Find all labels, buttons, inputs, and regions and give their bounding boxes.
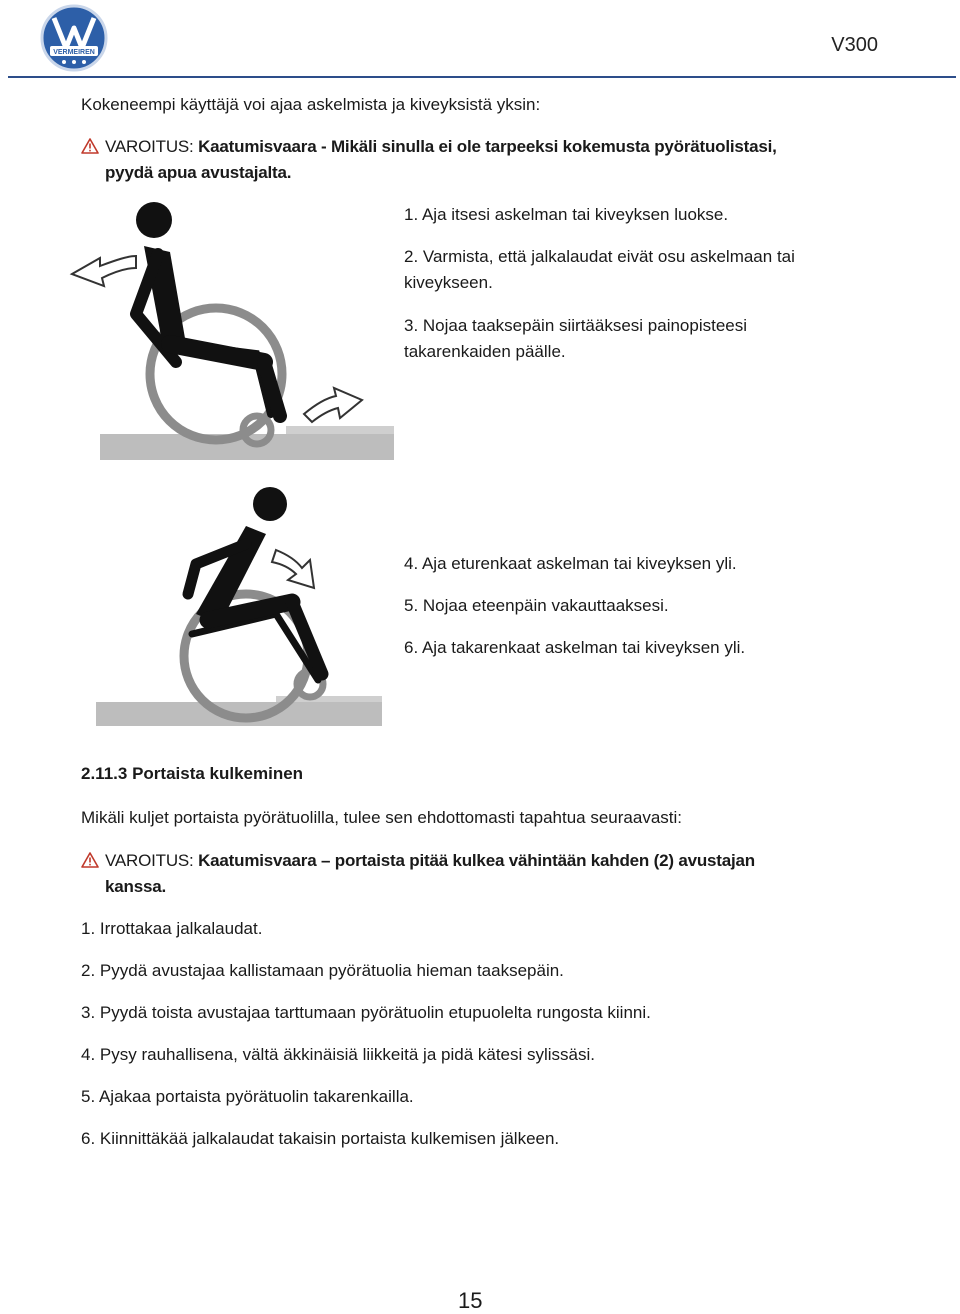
page-number: 15: [458, 1288, 483, 1313]
header-divider: [8, 76, 956, 78]
stairs-step-4: 4. Pysy rauhallisena, vältä äkkinäisiä liikkeitä ja pidä kätesi sylissäsi.: [81, 1045, 596, 1064]
section-number: 2.11.3: [81, 764, 128, 783]
step-6: 6. Aja takarenkaat askelman tai kiveyksen yli.: [404, 638, 746, 657]
stairs-step-2: 2. Pyydä avustajaa kallistamaan pyörätuolia hieman taaksepäin.: [81, 961, 564, 980]
stairs-step-5: 5. Ajakaa portaista pyörätuolin takarenkailla.: [81, 1087, 414, 1106]
warning-block-stairs: [81, 848, 881, 902]
svg-text:VERMEIREN: VERMEIREN: [53, 49, 95, 56]
model-name: V300: [831, 34, 878, 56]
warning-label: VAROITUS:: [105, 851, 194, 870]
step-4: 4. Aja eturenkaat askelman tai kiveyksen yli.: [404, 554, 737, 573]
step-3-cont: takarenkaiden päälle.: [404, 342, 566, 361]
warning-text-cont: pyydä apua avustajalta.: [105, 163, 292, 182]
step-2-cont: kiveykseen.: [404, 273, 493, 292]
warning-text: Kaatumisvaara - Mikäli sinulla ei ole tarpeeksi kokemusta pyörätuolistasi,: [198, 137, 777, 156]
step-5: 5. Nojaa eteenpäin vakauttaaksesi.: [404, 596, 669, 615]
intro-text: Kokeneempi käyttäjä voi ajaa askelmista ja kiveyksistä yksin:: [81, 95, 541, 114]
wheelchair-leaning-back-illustration: [66, 194, 396, 464]
vermeiren-logo: [40, 4, 108, 72]
section-title: Portaista kulkeminen: [132, 764, 304, 783]
warning-text: Kaatumisvaara – portaista pitää kulkea vähintään kahden (2) avustajan: [198, 851, 755, 870]
stairs-intro: Mikäli kuljet portaista pyörätuolilla, tulee sen ehdottomasti tapahtua seuraavasti:: [81, 808, 683, 827]
stairs-step-3: 3. Pyydä toista avustajaa tarttumaan pyörätuolin etupuolelta rungosta kiinni.: [81, 1003, 651, 1022]
stairs-step-6: 6. Kiinnittäkää jalkalaudat takaisin portaista kulkemisen jälkeen.: [81, 1129, 560, 1148]
warning-triangle-icon: [81, 138, 99, 154]
warning-block: [81, 134, 881, 188]
warning-triangle-icon: [81, 852, 99, 868]
stairs-step-1: 1. Irrottakaa jalkalaudat.: [81, 919, 263, 938]
step-1: 1. Aja itsesi askelman tai kiveyksen luokse.: [404, 205, 729, 224]
step-2: 2. Varmista, että jalkalaudat eivät osu askelmaan tai: [404, 247, 795, 266]
warning-label: VAROITUS:: [105, 137, 194, 156]
section-heading: [81, 764, 303, 784]
warning-text-cont: kanssa.: [105, 877, 166, 896]
wheelchair-leaning-forward-illustration: [96, 484, 386, 728]
step-3: 3. Nojaa taaksepäin siirtääksesi painopisteesi: [404, 316, 748, 335]
